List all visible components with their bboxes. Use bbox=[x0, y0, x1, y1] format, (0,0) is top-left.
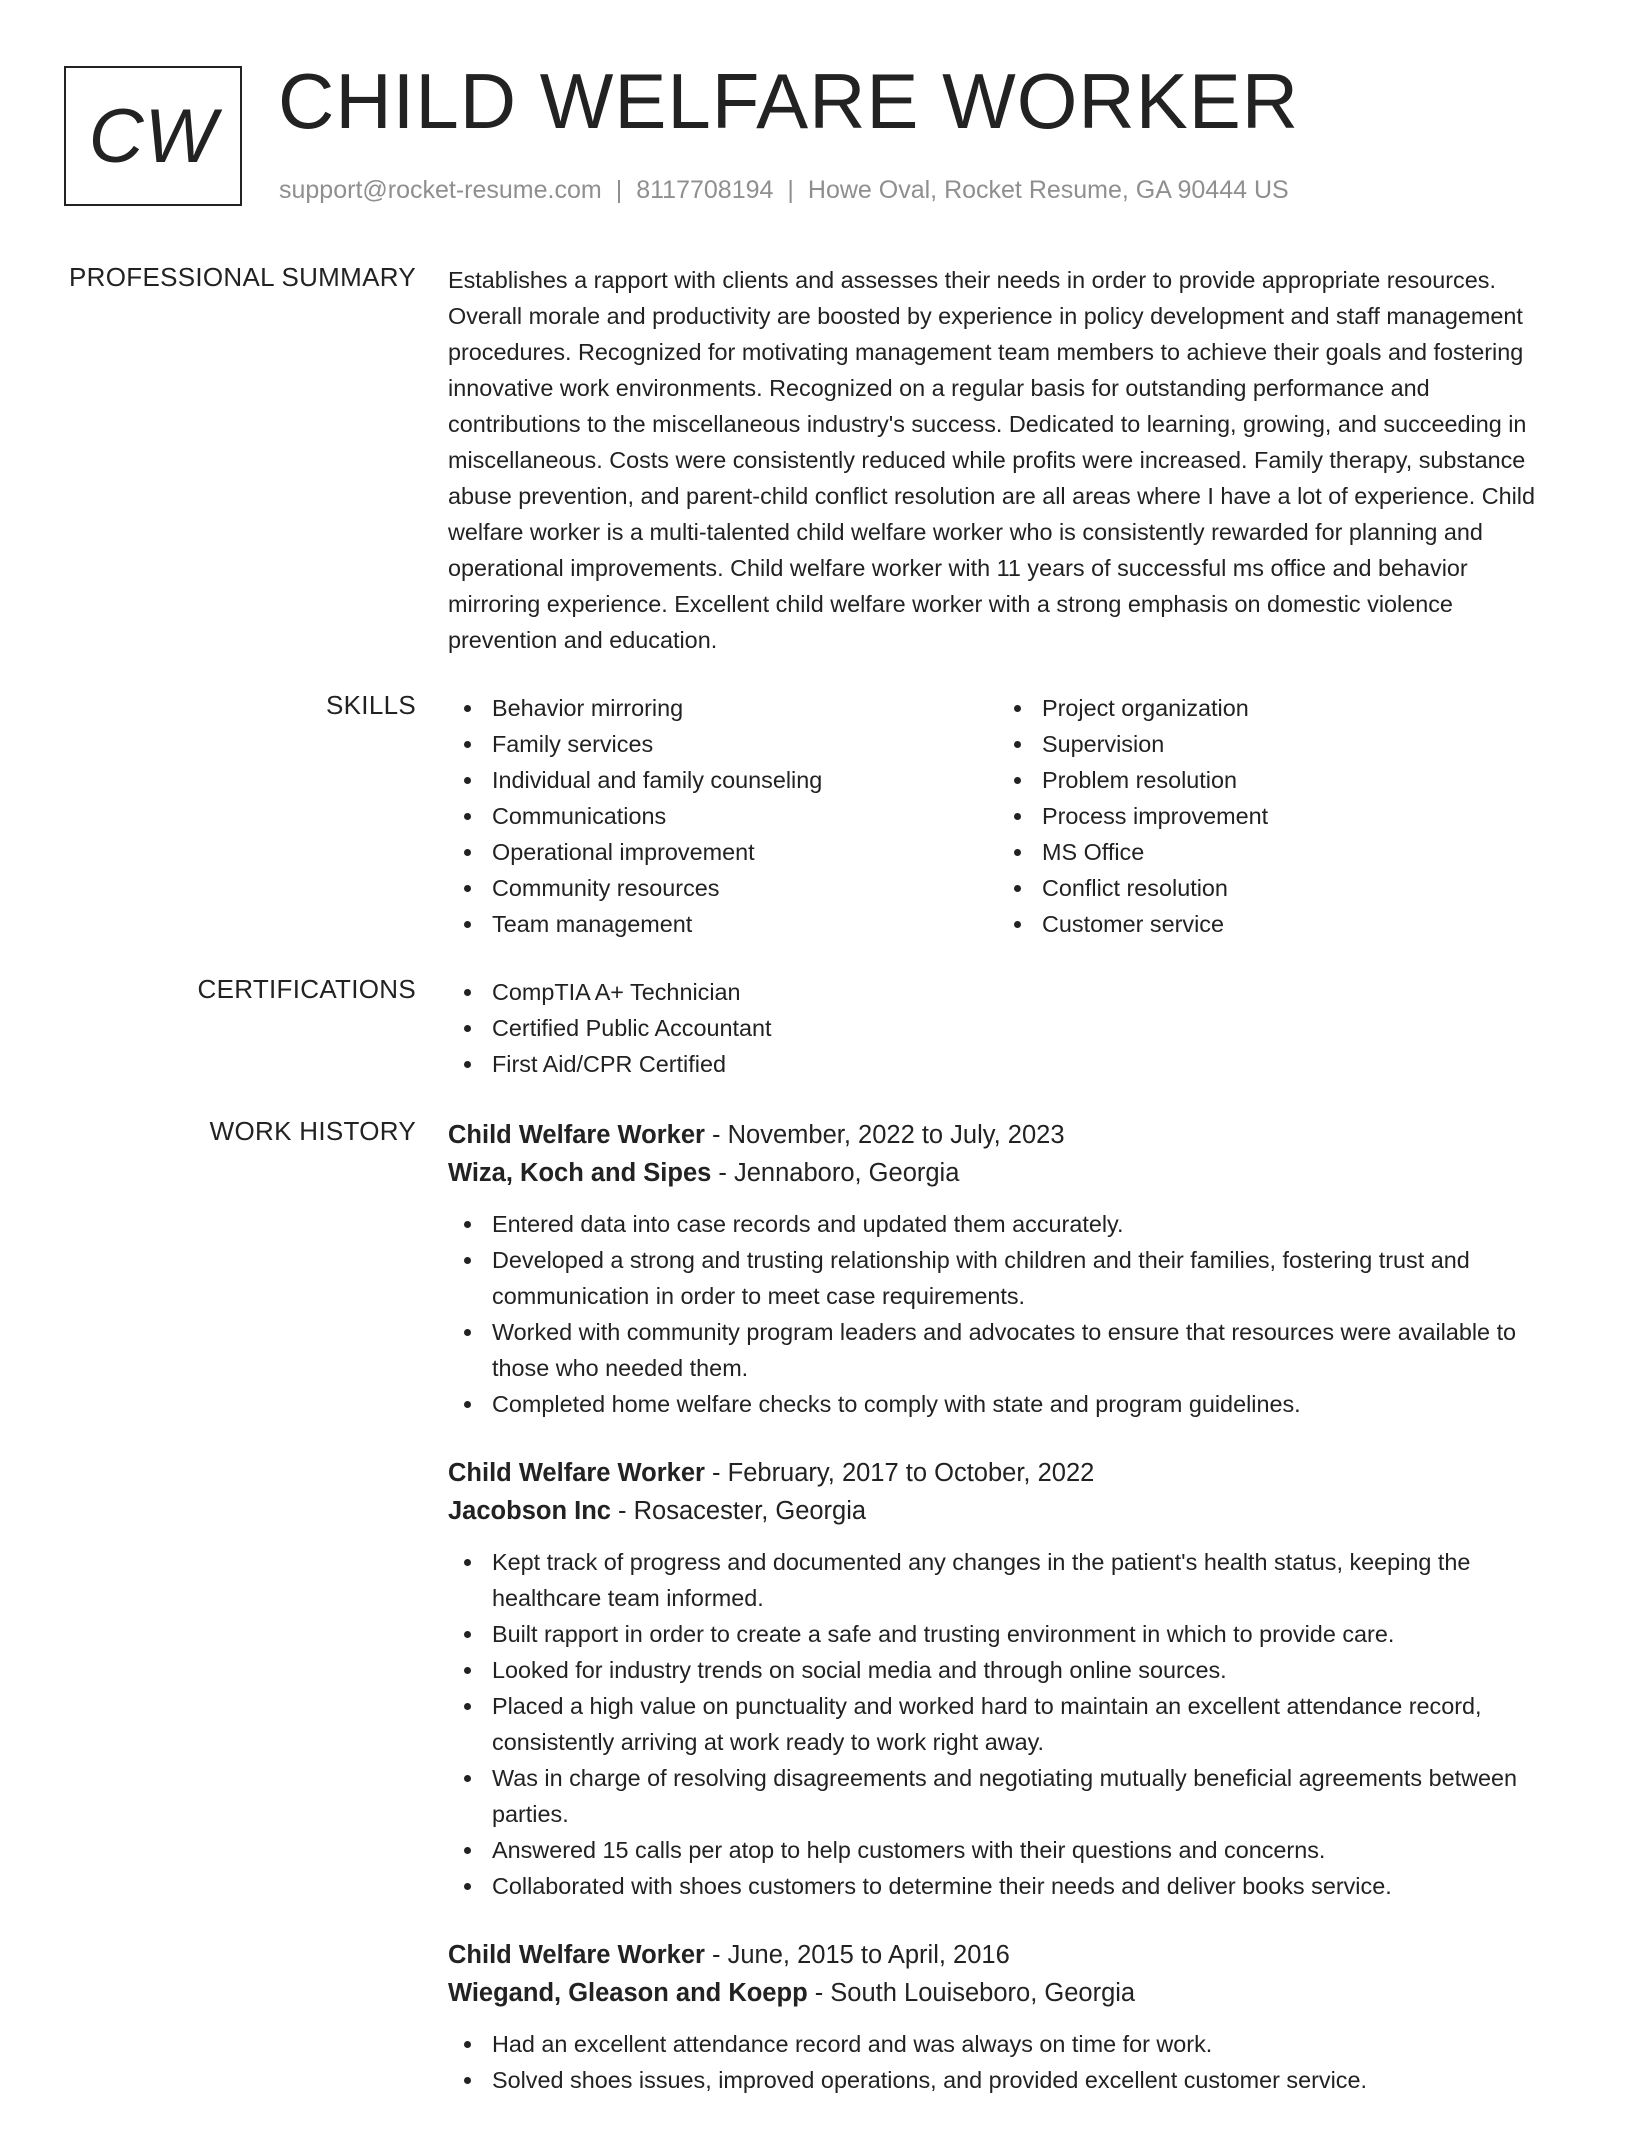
job-title: Child Welfare Worker bbox=[448, 1941, 705, 1969]
section-heading-certifications: CERTIFICATIONS bbox=[197, 974, 416, 1004]
skill-item: MS Office bbox=[998, 834, 1548, 870]
contact-address: Howe Oval, Rocket Resume, GA 90444 US bbox=[807, 176, 1289, 204]
certification-item: First Aid/CPR Certified bbox=[448, 1046, 1564, 1082]
skills-list-left bbox=[448, 690, 998, 942]
job-dates: - November, 2022 to July, 2023 bbox=[704, 1121, 1065, 1149]
job-bullet: Completed home welfare checks to comply with state and program guidelines. bbox=[448, 1386, 1564, 1422]
job-bullet: Kept track of progress and documented any changes in the patient's health status, keeping the healthcare team informed. bbox=[448, 1544, 1564, 1616]
job-entry bbox=[448, 1116, 1564, 1422]
job-location: - Jennaboro, Georgia bbox=[711, 1159, 960, 1187]
job-entry bbox=[448, 1936, 1564, 2098]
job-bullet-list bbox=[448, 1206, 1564, 1422]
job-title: Child Welfare Worker bbox=[448, 1121, 705, 1149]
certifications-body bbox=[448, 974, 1564, 1082]
certifications-list bbox=[448, 974, 1564, 1082]
job-bullet: Collaborated with shoes customers to determine their needs and deliver books service. bbox=[448, 1868, 1564, 1904]
job-dates: - February, 2017 to October, 2022 bbox=[704, 1459, 1095, 1487]
contact-separator: | bbox=[615, 176, 623, 204]
job-bullet: Answered 15 calls per atop to help customers with their questions and concerns. bbox=[448, 1832, 1564, 1868]
job-company: Wiza, Koch and Sipes bbox=[448, 1159, 712, 1187]
job-bullet: Solved shoes issues, improved operations, and provided excellent customer service. bbox=[448, 2062, 1564, 2098]
skills-list-right bbox=[998, 690, 1548, 942]
job-bullet: Built rapport in order to create a safe and trusting environment in which to provide care. bbox=[448, 1616, 1564, 1652]
job-bullet-list bbox=[448, 2026, 1564, 2098]
job-title-line bbox=[448, 1936, 1564, 1974]
job-bullet: Looked for industry trends on social media and through online sources. bbox=[448, 1652, 1564, 1688]
skill-item: Customer service bbox=[998, 906, 1548, 942]
skill-item: Project organization bbox=[998, 690, 1548, 726]
skills-body bbox=[448, 690, 1564, 942]
section-heading-skills: SKILLS bbox=[326, 690, 416, 720]
job-bullet-list bbox=[448, 1544, 1564, 1904]
work-history-body bbox=[448, 1116, 1564, 2130]
contact-line bbox=[279, 176, 1289, 205]
skill-item: Community resources bbox=[448, 870, 998, 906]
job-bullet: Was in charge of resolving disagreements and negotiating mutually beneficial agreements between parties. bbox=[448, 1760, 1564, 1832]
job-title-line bbox=[448, 1454, 1564, 1492]
job-company-line bbox=[448, 1492, 1564, 1530]
job-bullet: Entered data into case records and updated them accurately. bbox=[448, 1206, 1564, 1242]
job-location: - Rosacester, Georgia bbox=[610, 1497, 867, 1525]
skill-item: Operational improvement bbox=[448, 834, 998, 870]
job-title-line bbox=[448, 1116, 1564, 1154]
job-dates: - June, 2015 to April, 2016 bbox=[704, 1941, 1010, 1969]
contact-email: support@rocket-resume.com bbox=[279, 176, 602, 204]
skill-item: Behavior mirroring bbox=[448, 690, 998, 726]
job-company-line bbox=[448, 1974, 1564, 2012]
job-company: Wiegand, Gleason and Koepp bbox=[448, 1979, 808, 2007]
job-bullet: Worked with community program leaders and advocates to ensure that resources were available to those who needed them. bbox=[448, 1314, 1564, 1386]
page-title: CHILD WELFARE WORKER bbox=[278, 57, 1300, 145]
contact-phone: 8117708194 bbox=[636, 176, 774, 204]
skill-item: Conflict resolution bbox=[998, 870, 1548, 906]
skill-item: Individual and family counseling bbox=[448, 762, 998, 798]
skill-item: Team management bbox=[448, 906, 998, 942]
job-bullet: Had an excellent attendance record and was always on time for work. bbox=[448, 2026, 1564, 2062]
section-heading-summary: PROFESSIONAL SUMMARY bbox=[69, 262, 416, 292]
monogram-box: CW bbox=[64, 66, 242, 206]
skill-item: Communications bbox=[448, 798, 998, 834]
job-title: Child Welfare Worker bbox=[448, 1459, 705, 1487]
certification-item: Certified Public Accountant bbox=[448, 1010, 1564, 1046]
job-bullet: Placed a high value on punctuality and worked hard to maintain an excellent attendance record, consistently arriving at work ready to work right away. bbox=[448, 1688, 1564, 1760]
job-bullet: Developed a strong and trusting relationship with children and their families, fostering trust and communication in order to meet case requirements. bbox=[448, 1242, 1564, 1314]
skill-item: Supervision bbox=[998, 726, 1548, 762]
job-company-line bbox=[448, 1154, 1564, 1192]
skill-item: Family services bbox=[448, 726, 998, 762]
job-location: - South Louiseboro, Georgia bbox=[807, 1979, 1136, 2007]
skill-item: Problem resolution bbox=[998, 762, 1548, 798]
summary-body bbox=[448, 262, 1564, 658]
skill-item: Process improvement bbox=[998, 798, 1548, 834]
certification-item: CompTIA A+ Technician bbox=[448, 974, 1564, 1010]
job-entry bbox=[448, 1454, 1564, 1904]
contact-separator: | bbox=[787, 176, 794, 204]
section-heading-work-history: WORK HISTORY bbox=[209, 1116, 416, 1146]
summary-text: Establishes a rapport with clients and assesses their needs in order to provide appropriate resources. Overall morale and productivity are boosted by experience in policy development and staff management procedures. Recognized for motivating management team members to achieve their goals and fostering innovative work environments. Recognized on a regular basis for outstanding performance and contributions to the miscellaneous industry's success. Dedicated to learning, growing, and succeeding in miscellaneous. Costs were consistently reduced while profits were increased. Family therapy, substance abuse prevention, and parent-child conflict resolution are all areas where I have a lot of experience. Child welfare worker is a multi-talented child welfare worker who is consistently rewarded for planning and operational improvements. Child welfare worker with 11 years of successful ms office and behavior mirroring experience. Excellent child welfare worker with a strong emphasis on domestic violence prevention and education. bbox=[448, 267, 1536, 653]
job-company: Jacobson Inc bbox=[448, 1497, 611, 1525]
